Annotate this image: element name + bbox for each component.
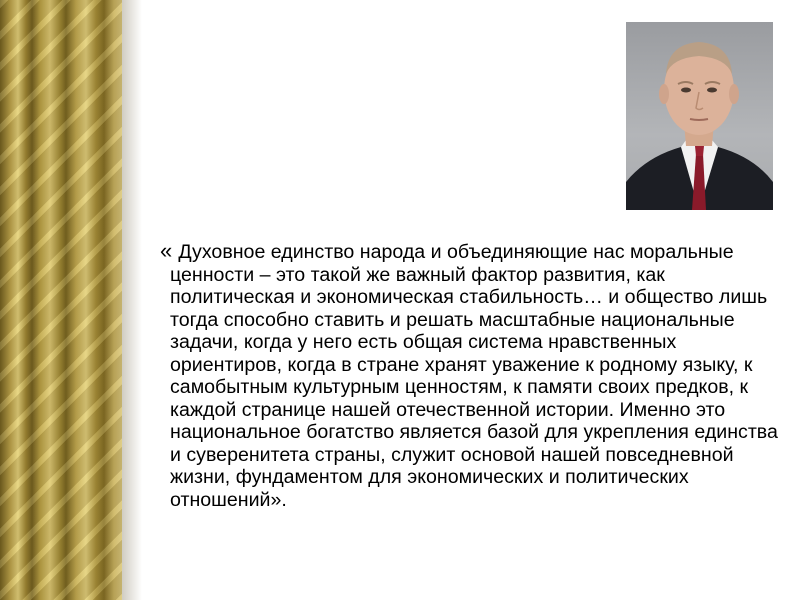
portrait-photo	[626, 22, 773, 210]
portrait-illustration	[626, 22, 773, 210]
quote-open-mark: «	[160, 238, 179, 263]
quote-text	[160, 238, 790, 511]
quote-body: Духовное единство народа и объединяющие нас моральные ценности – это такой же важный фактор развития, как политическая и экономическая стабильность… и общество лишь тогда способно ставить и решать масштабные национальные задачи, когда у него есть общая система нравственных ориентиров, когда в стране хранят уважение к родному языку, к самобытным культурным ценностям, к памяти своих предков, к каждой странице нашей отечественной истории. Именно это национальное богатство является базой для укрепления единства и суверенитета страны, служит основой нашей повседневной жизни, фундаментом для экономических и политических отношений».	[170, 241, 778, 511]
drape-shadow	[122, 0, 142, 600]
decorative-drape	[0, 0, 122, 600]
